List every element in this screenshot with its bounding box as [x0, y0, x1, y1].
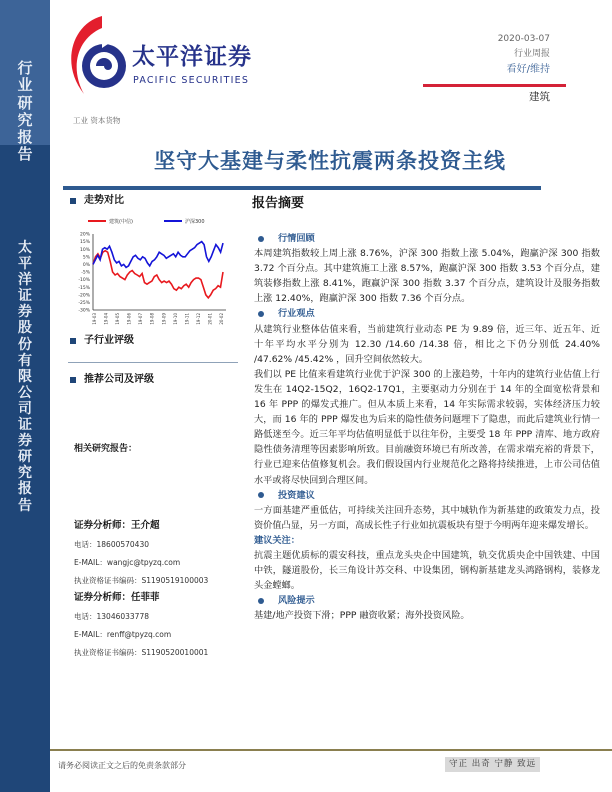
- y-tick-label: -10%: [78, 278, 90, 284]
- paragraph: 基建/地产投资下滑；PPP 融资收紧；海外投资风险。: [254, 610, 470, 622]
- x-tick-label: 19-11: [184, 313, 190, 325]
- section-heading: [254, 231, 600, 246]
- section-heading: [254, 306, 600, 321]
- trend-heading: [70, 194, 124, 207]
- y-tick-label: 15%: [79, 240, 90, 246]
- section-heading-text: 行情回顾: [278, 233, 315, 244]
- section-divider: [68, 362, 238, 363]
- x-tick-label: 19-06: [126, 313, 132, 325]
- bullet-icon: [258, 236, 264, 242]
- square-bullet-icon: [70, 377, 76, 383]
- x-tick-label: 19-05: [115, 313, 121, 325]
- y-tick-label: 20%: [79, 232, 90, 238]
- sidebar-report-type: 行 业 研 究 报 告: [17, 59, 33, 164]
- y-tick-label: -30%: [78, 308, 90, 314]
- legend-label: 沪深300: [185, 219, 205, 225]
- sub-rating-heading: [70, 334, 134, 347]
- trend-heading-text: 走势对比: [84, 195, 124, 206]
- series-line-hs300: [93, 242, 223, 268]
- section-heading-text: 风险提示: [278, 595, 315, 607]
- report-date: 2020-03-07: [497, 34, 550, 44]
- analyst-2-phone: 电话：13046033778: [74, 612, 149, 621]
- paragraph: 抗震主题优质标的震安科技，重点龙头央企中国建筑，轨交优质央企中国铁建、中国中铁，隧道股份，长三角设计苏交科、中设集团，钢构新基建龙头鸿路钢构，装修龙头金螳螂。: [254, 549, 600, 592]
- section-heading-text: 投资建议: [278, 489, 315, 501]
- brand-name-cn: 太平洋证券: [132, 44, 252, 70]
- x-tick-label: 20-02: [219, 313, 224, 325]
- breadcrumb: 工业 资本货物: [73, 116, 121, 125]
- x-tick-label: 20-01: [207, 313, 213, 325]
- y-tick-label: -15%: [78, 285, 90, 291]
- bullet-icon: [258, 598, 264, 604]
- y-tick-label: 10%: [79, 247, 90, 253]
- recommend-heading: [70, 373, 154, 386]
- report-title: 坚守大基建与柔性抗震两条投资主线: [154, 148, 506, 173]
- trend-chart: [66, 210, 236, 332]
- x-tick-label: 19-12: [195, 313, 201, 325]
- series-line-construction: [93, 251, 223, 298]
- sub-rating-heading-text: 子行业评级: [84, 335, 134, 346]
- section-heading: [254, 488, 600, 503]
- paragraph: 我们以 PE 比值来看建筑行业优于沪深 300 的上涨趋势，十年内的建筑行业估值上行发生在 14Q2-15Q2，16Q2-17Q1，主要驱动力分别在于 14 年的全面宽松背景和 16 年 PPP 的爆发式推广。但从本质上来看，14 年实际需求较弱，实体经济压力较大，而 16 年的 PPP 爆发也为后来的隐性债务问题埋下了隐患，而此后建筑业行情一路低迷至今。近三年平均估值明显低于以往年份，主要受 18 年 PPP 清库、地方政府隐性债务清理等因素影响所致。目前融资环境已有所改善，在需求端充裕的背景下，行业已迎来估值修复机会。我们假设国内行业规范化之路将持续推进，上市公司估值水平或将尽快回到合理区间。: [254, 368, 600, 486]
- square-bullet-icon: [70, 198, 76, 204]
- summary-body: [254, 231, 600, 623]
- bullet-icon: [258, 492, 264, 498]
- suggestion-heading: 建议关注：: [254, 534, 300, 546]
- analyst-1-email[interactable]: E-MAIL：wangjc@tpyzq.com: [74, 558, 181, 567]
- footer-rule: [50, 749, 612, 751]
- footer-disclaimer: 请务必阅读正文之后的免责条款部分: [58, 761, 186, 770]
- square-bullet-icon: [70, 338, 76, 344]
- section-heading-text: 行业观点: [278, 308, 315, 320]
- x-tick-label: 19-09: [161, 313, 167, 325]
- analyst-2-email[interactable]: E-MAIL：renff@tpyzq.com: [74, 630, 172, 639]
- legend-label: 建筑(中信): [109, 219, 133, 225]
- brand-name-en: PACIFIC SECURITIES: [133, 75, 250, 86]
- summary-heading: 报告摘要: [252, 196, 305, 211]
- analyst-1-phone: 电话：18600570430: [74, 540, 149, 549]
- analyst-1-title: 证券分析师：王介超: [74, 520, 160, 531]
- y-tick-label: -5%: [81, 270, 90, 276]
- recommend-heading-text: 推荐公司及评级: [84, 374, 154, 385]
- analyst-2-title: 证券分析师：任菲菲: [74, 592, 160, 603]
- sidebar-company: 太 平 洋 证 券 股 份 有 限 公 司 证 券 研 究 报 告: [18, 240, 32, 514]
- header-accent-line: [423, 84, 566, 87]
- analyst-2-cert: 执业资格证书编码：S1190520010001: [74, 648, 209, 657]
- x-tick-label: 19-03: [92, 313, 97, 325]
- paragraph: 一方面基建严重低估，可持续关注回升态势，其中城轨作为新基建的政策发力点，投资价值凸显，另一方面，高成长性子行业如抗震板块有望于今明两年迎来爆发增长。: [254, 504, 600, 531]
- x-tick-label: 19-04: [103, 313, 109, 325]
- industry-rating: 看好/维持: [506, 64, 550, 75]
- y-tick-label: -20%: [78, 293, 90, 299]
- section-heading: [254, 593, 600, 608]
- footer-motto: 守正 出奇 宁静 致远: [445, 757, 540, 772]
- paragraph: 本周建筑指数较上周上涨 8.76%，沪深 300 指数上涨 5.04%，跑赢沪深 300 指数 3.72 个百分点。其中建筑施工上涨 8.57%，跑赢沪深 300 指数 3.53 个百分点，建筑装修指数上涨 8.41%，跑赢沪深 300 指数 3.37 个百分点，建筑设计及服务指数上涨 12.40%，跑赢沪深 300 指数 7.36 个百分点。: [254, 248, 600, 305]
- x-tick-label: 19-07: [138, 313, 144, 325]
- y-tick-label: -25%: [78, 301, 90, 306]
- y-tick-label: 5%: [82, 255, 90, 261]
- paragraph: 从建筑行业整体估值来看，当前建筑行业动态 PE 为 9.89 倍，近三年、近五年、近十年平均水平分别为 12.30 /14.60 /14.38 倍，相比之下仍分别低 24.40% /47.62% /45.42% ，回升空间依然较大。: [254, 323, 600, 365]
- report-type: 行业周报: [513, 49, 550, 59]
- bullet-icon: [258, 311, 264, 317]
- x-tick-label: 19-08: [149, 313, 155, 325]
- y-tick-label: 0%: [82, 263, 90, 268]
- company-logo-icon: [62, 14, 132, 104]
- x-tick-label: 19-10: [172, 313, 178, 325]
- analyst-1-cert: 执业资格证书编码：S1190519100003: [74, 576, 209, 585]
- sector-label: 建筑: [529, 91, 550, 103]
- related-reports-heading: 相关研究报告：: [74, 444, 138, 454]
- title-rule: [63, 186, 541, 190]
